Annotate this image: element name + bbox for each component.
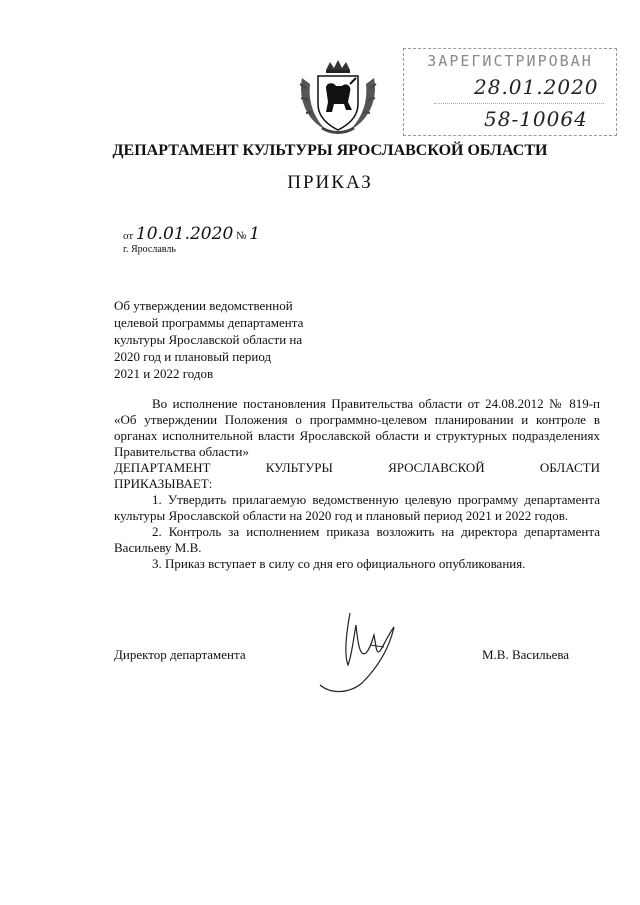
- handwritten-signature: [310, 605, 420, 700]
- order-item-2: 2. Контроль за исполнением приказа возложить на директора департамента Васильеву М.В.: [114, 524, 600, 555]
- registration-stamp: [403, 48, 617, 136]
- order-from-label: от: [123, 230, 134, 242]
- order-item-3: 3. Приказ вступает в силу со дня его официального опубликования.: [152, 556, 526, 571]
- stamp-date: 28.01.2020: [474, 75, 599, 99]
- document-type: ПРИКАЗ: [287, 172, 373, 193]
- order-item-1: 1. Утвердить прилагаемую ведомственную целевую программу департамента культуры Ярославской области на 2020 год и плановый период 2021 и 2022 годов.: [114, 492, 600, 523]
- stamp-title: ЗАРЕГИСТРИРОВАН: [427, 52, 593, 70]
- order-city: г. Ярославль: [123, 244, 176, 255]
- preamble-paragraph: Во исполнение постановления Правительства области от 24.08.2012 № 819-п «Об утверждении Положения о программно-целевом планировании и контроле в органах исполнительной власти Ярославской области и структурных подразделениях Правительства области»: [114, 396, 600, 459]
- stamp-divider: [434, 103, 604, 105]
- subject-line: целевой программы департамента: [114, 315, 304, 330]
- order-subject: [114, 297, 354, 382]
- order-number-label: №: [236, 230, 247, 242]
- order-number: 1: [249, 224, 261, 244]
- order-body: [114, 396, 600, 572]
- stamp-number: 58-10064: [484, 107, 588, 131]
- subject-line: культуры Ярославской области на: [114, 332, 303, 347]
- coat-of-arms-icon: [296, 58, 380, 136]
- subject-line: 2021 и 2022 годов: [114, 366, 214, 381]
- signatory-title: Директор департамента: [114, 647, 246, 662]
- subject-line: 2020 год и плановый период: [114, 349, 272, 364]
- authority-line: ДЕПАРТАМЕНТ КУЛЬТУРЫ ЯРОСЛАВСКОЙ ОБЛАСТИ: [114, 460, 600, 475]
- authority-command: ПРИКАЗЫВАЕТ:: [114, 476, 213, 491]
- order-date-number: [123, 224, 260, 244]
- order-date: 10.01.2020: [135, 224, 234, 244]
- signatory-name: М.В. Васильева: [482, 647, 570, 662]
- department-name: ДЕПАРТАМЕНТ КУЛЬТУРЫ ЯРОСЛАВСКОЙ ОБЛАСТИ: [112, 142, 548, 159]
- subject-line: Об утверждении ведомственной: [114, 298, 293, 313]
